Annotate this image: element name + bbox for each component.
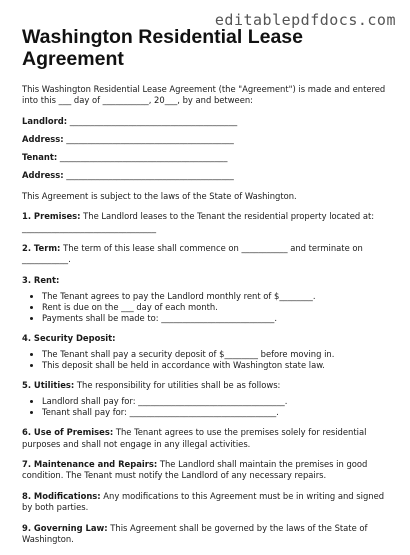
intro-paragraph: This Washington Residential Lease Agreement (the "Agreement") is made and entered into this ___ day of ___________, 20___, by and between: xyxy=(22,84,386,106)
list-item: • Rent is due on the ___ day of each month. xyxy=(42,302,394,313)
tenant-blank: ________________________________________ xyxy=(57,151,228,162)
site-watermark: editablepdfdocs.com xyxy=(214,11,396,29)
modifications-text: Any modifications to this Agreement must be in writing and signed by both parties. xyxy=(22,490,385,513)
tenant-label: Tenant: xyxy=(22,151,58,162)
maintenance-heading: 7. Maintenance and Repairs: xyxy=(22,459,158,470)
tenant-address-blank: ________________________________________ xyxy=(63,169,234,180)
tenant-address-label: Address: xyxy=(22,169,64,180)
section-modifications xyxy=(22,491,394,514)
tenant-address-line xyxy=(22,170,394,181)
rent-list xyxy=(22,291,394,324)
lease-document xyxy=(22,26,394,555)
term-heading: 2. Term: xyxy=(22,243,61,254)
term-text: The term of this lease shall commence on ___________ and terminate on ___________. xyxy=(22,243,363,265)
section-use-of-premises xyxy=(22,427,394,450)
governing-intro: This Agreement is subject to the laws of the State of Washington. xyxy=(22,190,297,201)
modifications-heading: 8. Modifications: xyxy=(22,490,101,501)
list-item: • The Tenant shall pay a security deposit of $________ before moving in. xyxy=(42,349,394,360)
governing-text: This Agreement shall be governed by the laws of the State of Washington. xyxy=(22,522,368,545)
landlord-address-blank: ________________________________________ xyxy=(63,133,234,144)
deposit-list xyxy=(22,349,394,371)
premises-heading: 1. Premises: xyxy=(22,211,81,222)
list-item: • This deposit shall be held in accordance with Washington state law. xyxy=(42,360,394,371)
landlord-label: Landlord: xyxy=(22,115,68,126)
utilities-heading: 5. Utilities: xyxy=(22,379,75,390)
section-maintenance xyxy=(22,459,394,482)
section-governing-law xyxy=(22,523,394,546)
utilities-text: The responsibility for utilities shall be as follows: xyxy=(74,379,281,390)
use-text: The Tenant agrees to use the premises solely for residential purposes and shall not engage in any illegal activities. xyxy=(22,427,367,449)
section-term xyxy=(22,243,394,266)
use-heading: 6. Use of Premises: xyxy=(22,427,114,438)
landlord-line xyxy=(22,116,394,127)
list-item: • Tenant shall pay for: ___________________________________. xyxy=(42,407,394,418)
premises-text: The Landlord leases to the Tenant the residential property located at: ________________________________ xyxy=(22,211,375,233)
landlord-blank: ________________________________________ xyxy=(67,115,238,126)
rent-heading: 3. Rent: xyxy=(22,274,60,285)
list-item: • Payments shall be made to: ___________________________. xyxy=(42,313,394,324)
landlord-address-label: Address: xyxy=(22,133,64,144)
document-title: Washington Residential Lease Agreement xyxy=(22,26,303,70)
utilities-list xyxy=(22,396,394,418)
maintenance-text: The Landlord shall maintain the premises in good condition. The Tenant must notify the Landlord of any necessary repairs. xyxy=(22,459,368,481)
list-item: • The Tenant agrees to pay the Landlord monthly rent of $________. xyxy=(42,291,394,302)
governing-heading: 9. Governing Law: xyxy=(22,522,108,533)
tenant-line xyxy=(22,152,394,163)
landlord-address-line xyxy=(22,134,394,145)
deposit-heading: 4. Security Deposit: xyxy=(22,332,116,343)
list-item: • Landlord shall pay for: ___________________________________. xyxy=(42,396,394,407)
section-utilities xyxy=(22,380,394,391)
section-premises xyxy=(22,211,394,234)
